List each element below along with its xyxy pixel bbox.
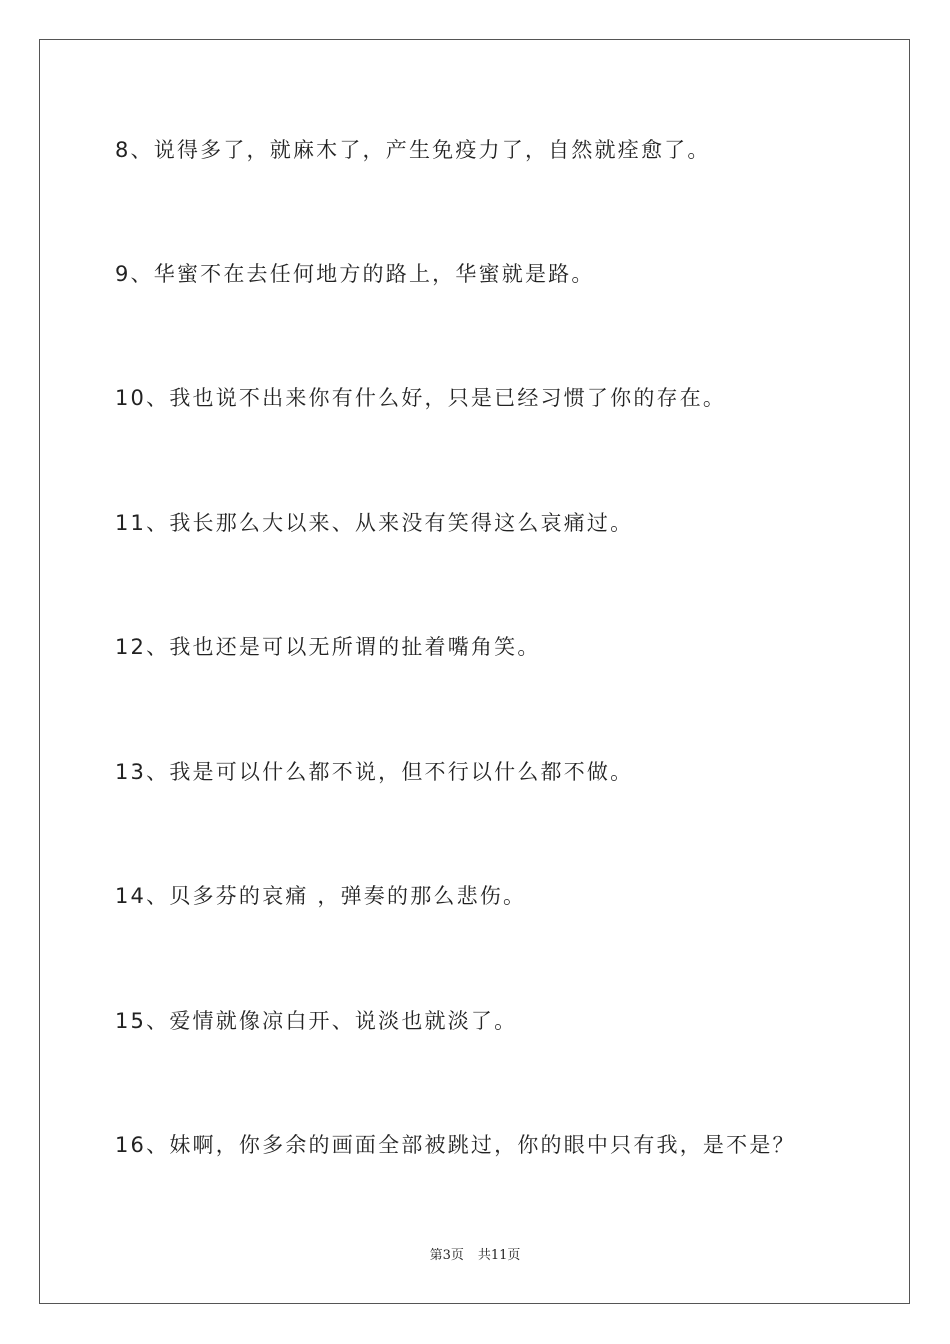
entry-8: 8、说得多了，就麻木了，产生免疫力了，自然就痊愈了。 xyxy=(115,138,711,162)
entry-16: 16、妹啊，你多余的画面全部被跳过，你的眼中只有我，是不是？ xyxy=(115,1133,796,1157)
entry-9: 9、华蜜不在去任何地方的路上，华蜜就是路。 xyxy=(115,262,595,286)
page-border xyxy=(39,39,910,1304)
entry-13: 13、我是可以什么都不说，但不行以什么都不做。 xyxy=(115,760,634,784)
page-footer xyxy=(0,1247,950,1265)
page-number: 第3页 xyxy=(429,1248,464,1263)
page-total: 共11页 xyxy=(477,1248,521,1263)
entry-10: 10、我也说不出来你有什么好，只是已经习惯了你的存在。 xyxy=(115,386,727,410)
entry-12: 12、我也还是可以无所谓的扯着嘴角笑。 xyxy=(115,635,541,659)
entry-14: 14、贝多芬的哀痛 ，弹奏的那么悲伤。 xyxy=(115,884,527,908)
entry-15: 15、爱情就像凉白开、说淡也就淡了。 xyxy=(115,1009,518,1033)
entry-11: 11、我长那么大以来、从来没有笑得这么哀痛过。 xyxy=(115,511,634,535)
